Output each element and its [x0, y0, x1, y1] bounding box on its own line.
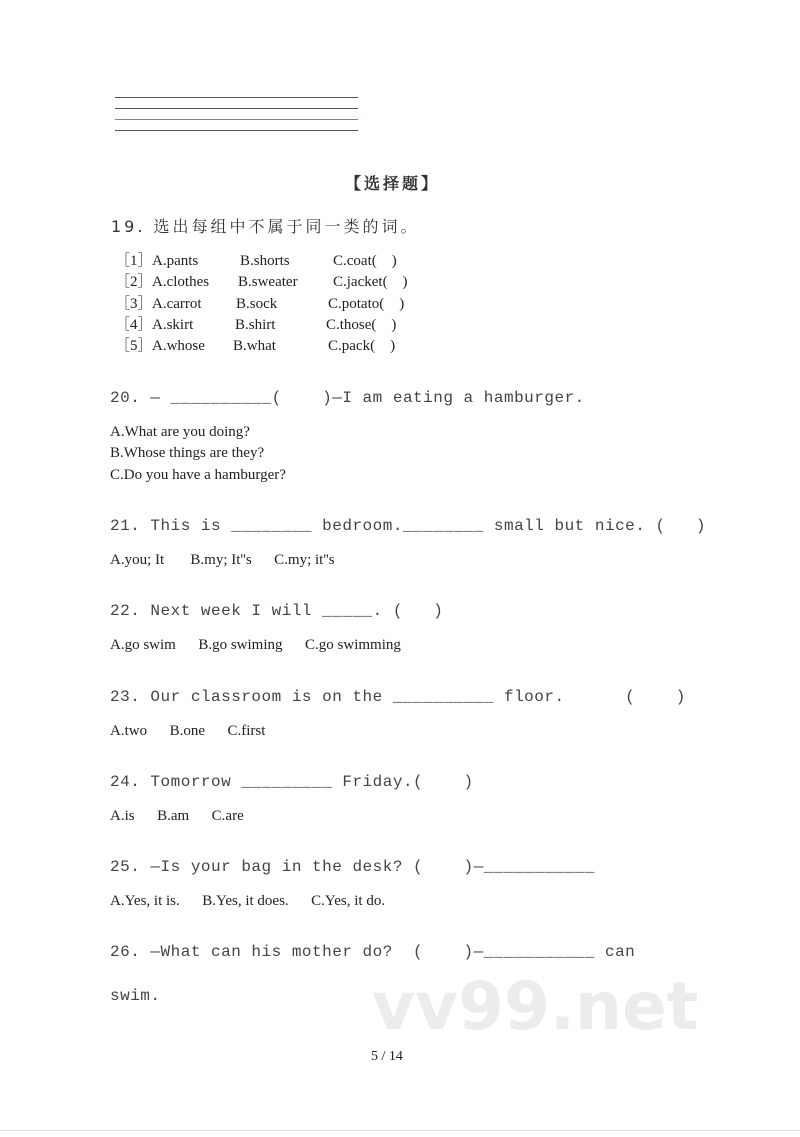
q19-row-num: ［1］ — [115, 253, 153, 269]
q19-option-a: A.pants — [152, 253, 199, 269]
q24-options: A.is B.am C.are — [110, 808, 244, 824]
q19-option-c: C.those( ) — [326, 317, 397, 333]
writing-line — [115, 97, 358, 98]
q19-row-num: ［4］ — [115, 317, 153, 333]
q20-option: B.Whose things are they? — [110, 445, 265, 461]
q25-options: A.Yes, it is. B.Yes, it does. C.Yes, it do. — [110, 893, 386, 909]
writing-line-red — [115, 119, 358, 120]
watermark: vv99.net — [372, 968, 699, 1045]
q20-option: C.Do you have a hamburger? — [110, 467, 286, 483]
q20-option: A.What are you doing? — [110, 424, 250, 440]
q23-options: A.two B.one C.first — [110, 723, 266, 739]
q19-option-c: C.jacket( ) — [333, 274, 408, 290]
q19-option-a: A.clothes — [152, 274, 210, 290]
page-number: 5 / 14 — [371, 1049, 403, 1064]
q19-option-a: A.carrot — [152, 296, 202, 312]
q21-prompt: 21. This is ________ bedroom.________ small but nice. ( ) — [110, 517, 706, 535]
q26-prompt: 26. —What can his mother do? ( )—___________ can — [110, 943, 636, 961]
q22-options: A.go swim B.go swiming C.go swimming — [110, 637, 401, 653]
q23-prompt: 23. Our classroom is on the __________ floor. ( ) — [110, 688, 686, 706]
q19-option-b: B.shirt — [235, 317, 276, 333]
q20-prompt: 20. — __________( )—I am eating a hamburger. — [110, 389, 585, 407]
q19-option-b: B.what — [233, 338, 276, 354]
q19-row-num: ［2］ — [115, 274, 153, 290]
writing-line — [115, 108, 358, 109]
q19-option-a: A.whose — [152, 338, 205, 354]
q19-row-num: ［3］ — [115, 296, 153, 312]
q19-option-a: A.skirt — [152, 317, 194, 333]
q19-row-num: ［5］ — [115, 338, 153, 354]
q19-option-b: B.sweater — [238, 274, 298, 290]
q19-option-c: C.coat( ) — [333, 253, 397, 269]
q24-prompt: 24. Tomorrow _________ Friday.( ) — [110, 773, 474, 791]
q21-options: A.you; It B.my; It''s C.my; it''s — [110, 552, 335, 568]
q25-prompt: 25. —Is your bag in the desk? ( )—___________ — [110, 858, 595, 876]
q19-option-c: C.potato( ) — [328, 296, 405, 312]
q19-option-b: B.sock — [236, 296, 278, 312]
section-title: 【选择题】 — [345, 174, 441, 193]
writing-line — [115, 130, 358, 131]
q26-continuation: swim. — [110, 987, 161, 1005]
q19-option-c: C.pack( ) — [328, 338, 396, 354]
q19-option-b: B.shorts — [240, 253, 290, 269]
q22-prompt: 22. Next week I will _____. ( ) — [110, 602, 444, 620]
q19-prompt: 19. 选出每组中不属于同一类的词。 — [111, 217, 420, 236]
